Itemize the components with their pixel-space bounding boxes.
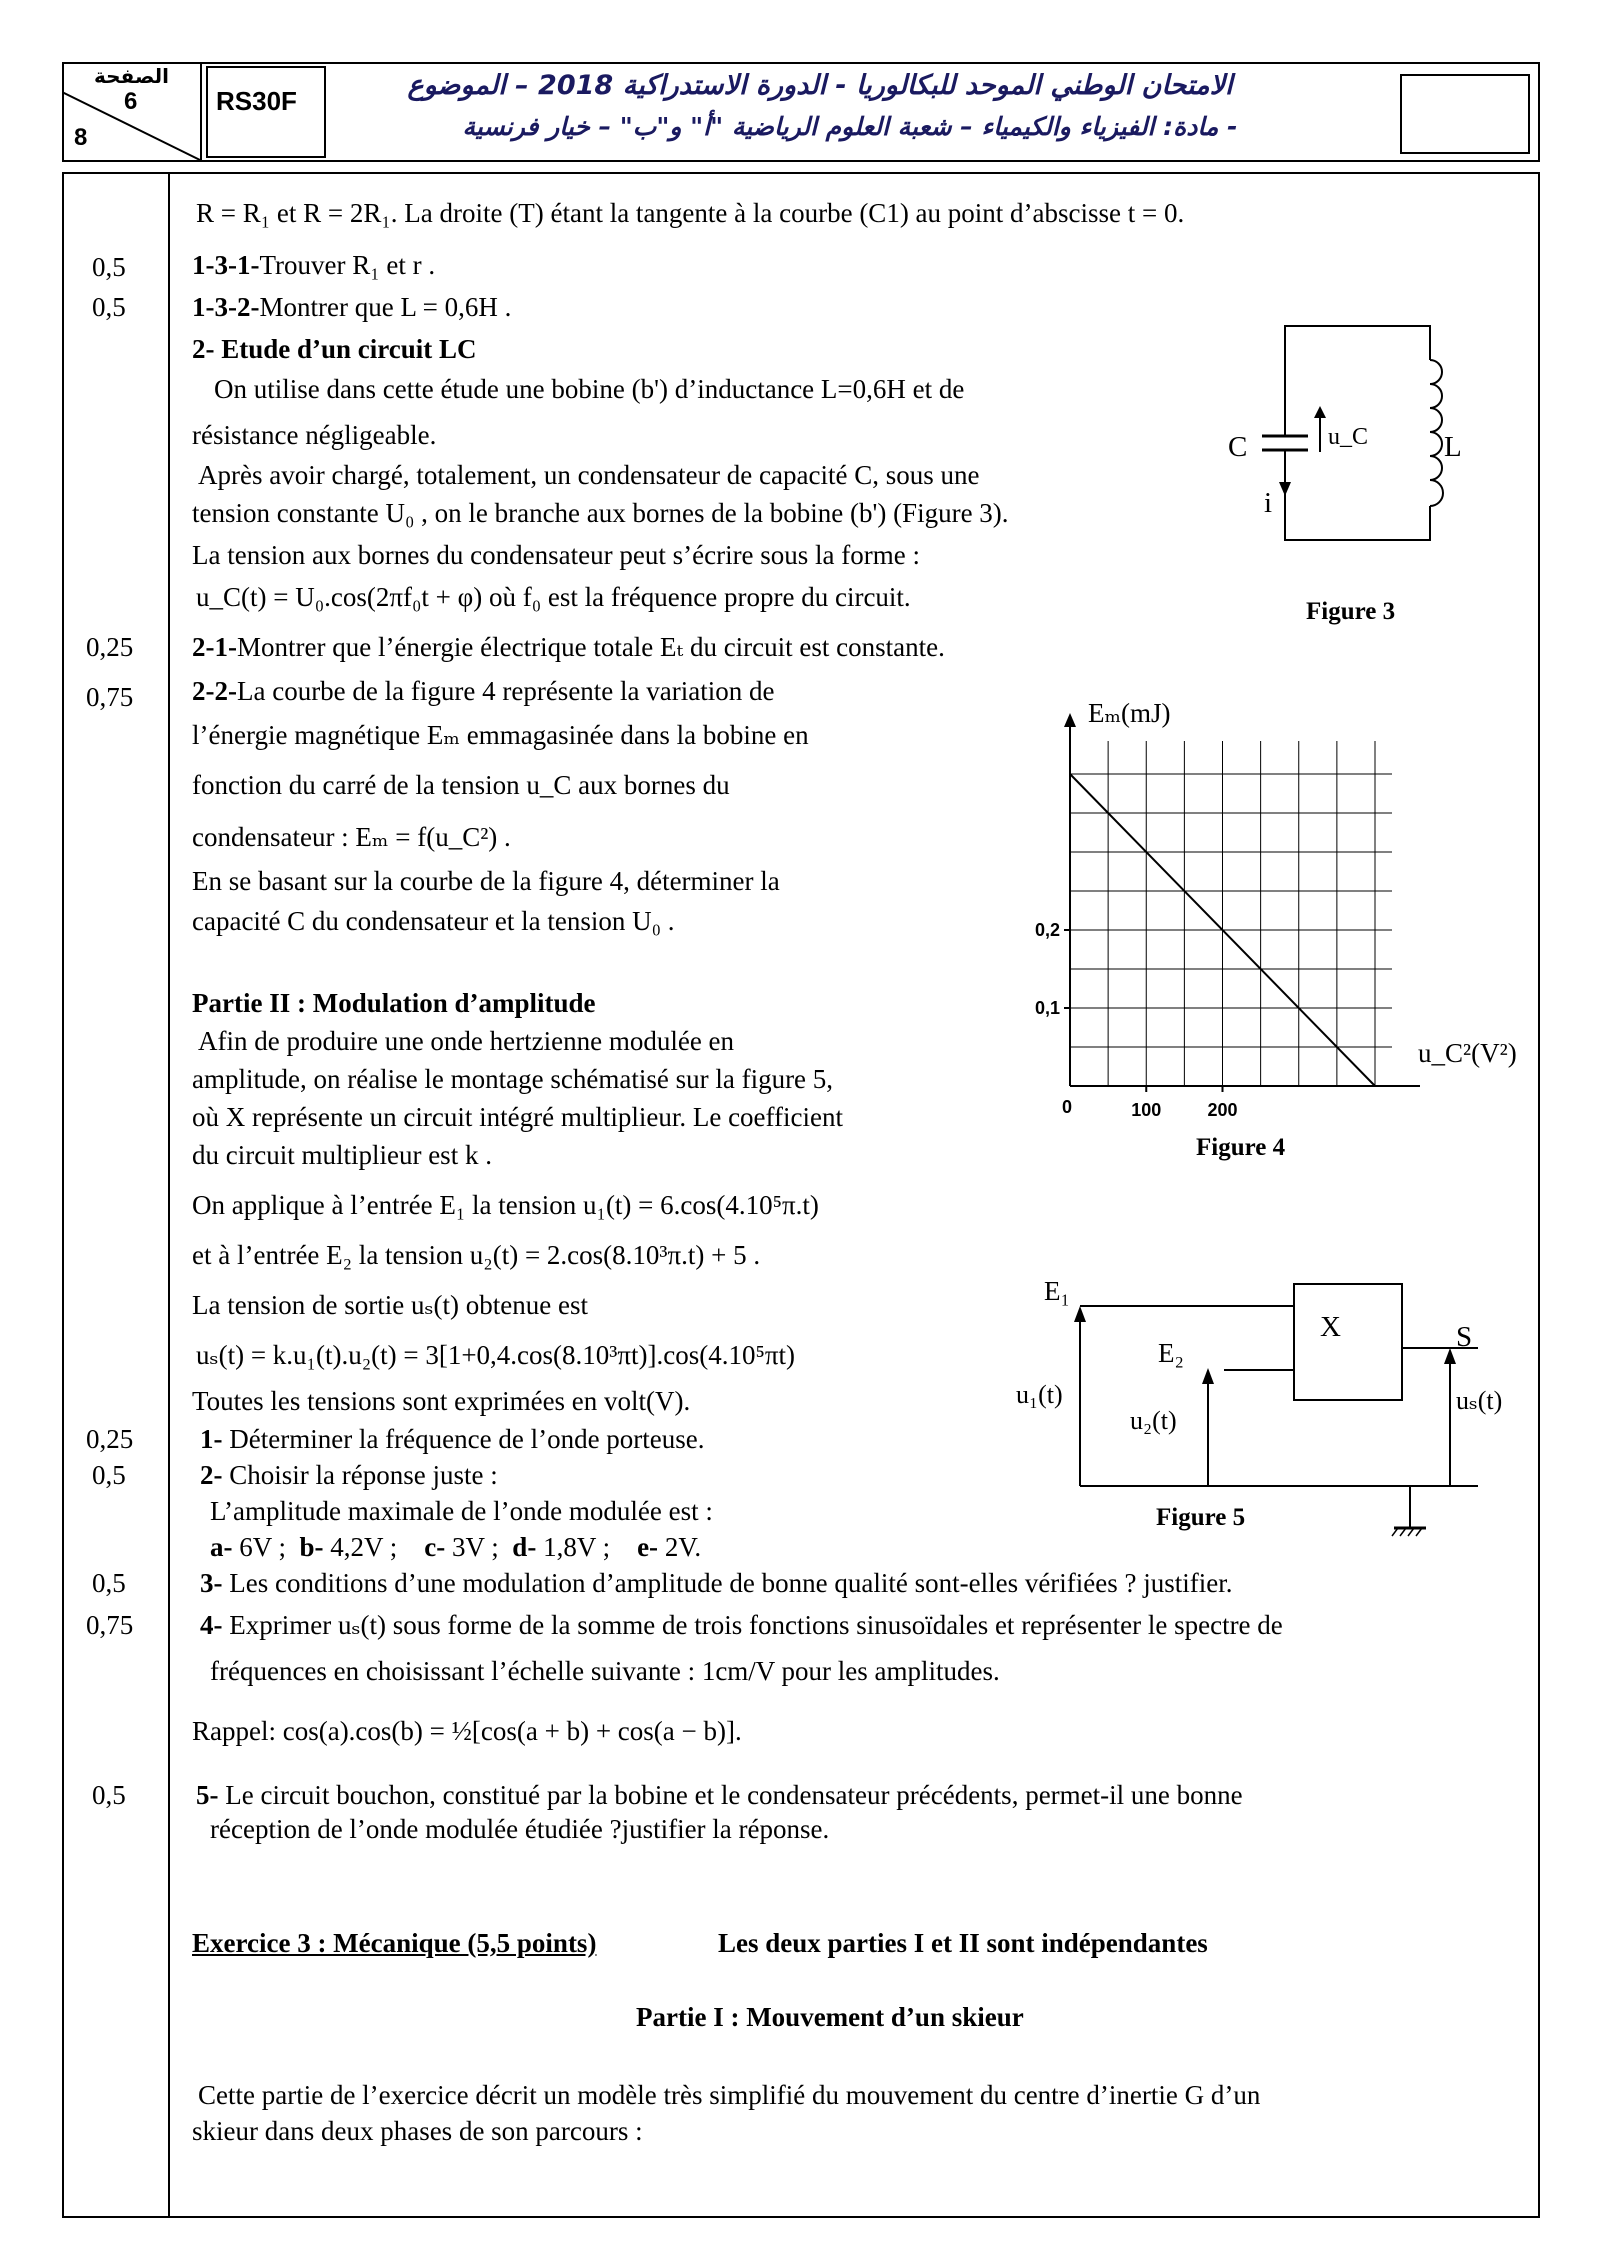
text-line: Toutes les tensions sont exprimées en volt(V). bbox=[192, 1386, 691, 1416]
question-text: La courbe de la figure 4 représente la variation de bbox=[236, 676, 775, 706]
x-tick-label: 100 bbox=[1131, 1100, 1162, 1120]
text-line: La tension aux bornes du condensateur peut s’écrire sous la forme : bbox=[192, 540, 921, 570]
text-line: uₛ(t) = k.u₁(t).u₂(t) = 3[1+0,4.cos(8.10³πt)].cos(4.10⁵πt) bbox=[196, 1340, 796, 1370]
option-c: 3V ; bbox=[445, 1532, 499, 1562]
question-1-3-1 bbox=[192, 248, 435, 282]
inductor-coil bbox=[1430, 360, 1443, 506]
option-d: 1,8V ; bbox=[536, 1532, 611, 1562]
figure-3-caption: Figure 3 bbox=[1306, 598, 1396, 625]
question-number: 1- bbox=[200, 1424, 223, 1454]
text-line: En se basant sur la courbe de la figure 4, déterminer la bbox=[192, 866, 780, 896]
question-5 bbox=[196, 1778, 1243, 1812]
question-number: 2- bbox=[200, 1460, 223, 1490]
question-number: 1-3-1- bbox=[192, 250, 260, 280]
text-line: tension constante U₀ , on le branche aux bornes de la bobine (b') (Figure 3). bbox=[192, 498, 1009, 528]
question-2-1 bbox=[192, 630, 945, 664]
score-3: 0,25 bbox=[86, 632, 134, 662]
page-total: 8 bbox=[74, 124, 88, 151]
header-empty-box bbox=[1400, 74, 1530, 154]
score-6: 0,5 bbox=[92, 1460, 126, 1490]
part-title: Partie II : Modulation d’amplitude bbox=[192, 988, 596, 1018]
u2-arrowhead bbox=[1202, 1368, 1214, 1384]
question-2 bbox=[200, 1458, 498, 1492]
option-d-label: d- bbox=[512, 1532, 537, 1562]
question-text: Montrer que L = 0,6H . bbox=[259, 292, 512, 322]
text-line: La tension de sortie uₛ(t) obtenue est bbox=[192, 1290, 588, 1320]
question-text: Trouver R₁ et r . bbox=[259, 250, 436, 280]
u1-label: u₁(t) bbox=[1016, 1380, 1063, 1409]
figure-4-caption: Figure 4 bbox=[1196, 1134, 1286, 1161]
text-line: On utilise dans cette étude une bobine (b') d’inductance L=0,6H et de bbox=[214, 374, 965, 404]
text-line: Cette partie de l’exercice décrit un modèle très simplifié du mouvement du centre d’inertie G d’un bbox=[198, 2080, 1261, 2110]
figure-5-caption: Figure 5 bbox=[1156, 1504, 1246, 1531]
text-line: Après avoir chargé, totalement, un condensateur de capacité C, sous une bbox=[198, 460, 980, 490]
exercise-3-title: Exercice 3 : Mécanique (5,5 points) bbox=[192, 1928, 597, 1958]
chart-origin: 0 bbox=[1062, 1097, 1073, 1117]
option-a-label: a- bbox=[210, 1532, 233, 1562]
y-tick-label: 0,2 bbox=[1034, 920, 1060, 940]
text-line: où X représente un circuit intégré multiplieur. Le coefficient bbox=[192, 1102, 844, 1132]
answer-options bbox=[210, 1530, 701, 1564]
us-arrowhead bbox=[1444, 1348, 1456, 1364]
text-line: l’énergie magnétique Eₘ emmagasinée dans la bobine en bbox=[192, 720, 809, 750]
question-number: 2-2- bbox=[192, 676, 237, 706]
text-line: résistance négligeable. bbox=[192, 420, 437, 450]
text-line: et à l’entrée E₂ la tension u₂(t) = 2.cos(8.10³π.t) + 5 . bbox=[192, 1240, 761, 1270]
question-number: 5- bbox=[196, 1780, 219, 1810]
chart-xlabel: u_C²(V²) bbox=[1418, 1038, 1517, 1068]
question-1-3-2 bbox=[192, 290, 511, 324]
header-title-line1: الامتحان الوطني الموحد للبكالوريا - الدورة الاستدراكية 2018 – الموضوع bbox=[407, 70, 1233, 101]
text-line: réception de l’onde modulée étudiée ?justifier la réponse. bbox=[210, 1814, 830, 1844]
text-line: skieur dans deux phases de son parcours : bbox=[192, 2116, 643, 2146]
text-line: Afin de produire une onde hertzienne modulée en bbox=[198, 1026, 735, 1056]
header-title-line2: - مادة: الفيزياء والكيمياء – شعبة العلوم الرياضية "أ" و"ب" – خيار فرنسية bbox=[462, 112, 1238, 141]
option-c-label: c- bbox=[424, 1532, 446, 1562]
u1-arrowhead bbox=[1074, 1306, 1086, 1322]
output-s-label: S bbox=[1456, 1321, 1473, 1353]
inductor-label: L bbox=[1444, 431, 1462, 463]
uc-arrowhead bbox=[1314, 406, 1326, 418]
multiplier-box bbox=[1294, 1284, 1402, 1400]
page-label-ar: الصفحة bbox=[94, 66, 170, 88]
section-title: 2- Etude d’un circuit LC bbox=[192, 334, 477, 364]
u2-label: u₂(t) bbox=[1130, 1406, 1177, 1435]
rappel-formula: Rappel: cos(a).cos(b) = ½[cos(a + b) + cos(a − b)]. bbox=[192, 1716, 742, 1746]
question-number: 2-1- bbox=[192, 632, 237, 662]
question-text: Le circuit bouchon, constitué par la bobine et le condensateur précédents, permet-il une bonne bbox=[218, 1780, 1243, 1810]
score-9: 0,5 bbox=[92, 1780, 126, 1810]
question-4 bbox=[200, 1608, 1283, 1642]
input-e2-label: E₂ bbox=[1158, 1338, 1184, 1368]
option-e-label: e- bbox=[637, 1532, 659, 1562]
question-1 bbox=[200, 1422, 705, 1456]
page-number: 6 bbox=[124, 88, 138, 115]
question-number: 3- bbox=[200, 1568, 223, 1598]
question-number: 4- bbox=[200, 1610, 223, 1640]
text-line: fréquences en choisissant l’échelle suivante : 1cm/V pour les amplitudes. bbox=[210, 1656, 1000, 1686]
option-b: 4,2V ; bbox=[323, 1532, 398, 1562]
multiplier-label: X bbox=[1320, 1311, 1341, 1343]
text-line: condensateur : Eₘ = f(u_C²) . bbox=[192, 822, 511, 852]
question-text: Montrer que l’énergie électrique totale Eₜ du circuit est constante. bbox=[236, 632, 945, 662]
option-b-label: b- bbox=[299, 1532, 324, 1562]
option-a: 6V ; bbox=[232, 1532, 287, 1562]
part-1-title: Partie I : Mouvement d’un skieur bbox=[636, 2002, 1024, 2032]
score-column-divider bbox=[168, 172, 170, 2218]
question-number: 1-3-2- bbox=[192, 292, 260, 322]
question-3 bbox=[200, 1566, 1233, 1600]
text-line: fonction du carré de la tension u_C aux bornes du bbox=[192, 770, 730, 800]
score-7: 0,5 bbox=[92, 1568, 126, 1598]
text-line: L’amplitude maximale de l’onde modulée est : bbox=[210, 1496, 713, 1526]
question-text: Les conditions d’une modulation d’amplitude de bonne qualité sont-elles vérifiées ? justifier. bbox=[222, 1568, 1233, 1598]
input-e1-label: E₁ bbox=[1044, 1276, 1070, 1306]
option-e: 2V. bbox=[658, 1532, 702, 1562]
text-line: amplitude, on réalise le montage schématisé sur la figure 5, bbox=[192, 1064, 834, 1094]
us-label: uₛ(t) bbox=[1456, 1386, 1503, 1415]
chart-ylabel: Eₘ(mJ) bbox=[1088, 698, 1171, 728]
text-line: capacité C du condensateur et la tension U₀ . bbox=[192, 906, 675, 936]
question-text: Choisir la réponse juste : bbox=[222, 1460, 498, 1490]
current-label: i bbox=[1264, 487, 1273, 519]
uc-label: u_C bbox=[1328, 424, 1369, 450]
y-tick-label: 0,1 bbox=[1034, 998, 1060, 1018]
score-4: 0,75 bbox=[86, 682, 134, 712]
figure-3-circuit bbox=[1180, 310, 1480, 630]
exam-code: RS30F bbox=[216, 86, 297, 116]
exercise-3-subtitle: Les deux parties I et II sont indépendantes bbox=[718, 1928, 1208, 1958]
text-line: du circuit multiplieur est k . bbox=[192, 1140, 492, 1170]
score-5: 0,25 bbox=[86, 1424, 134, 1454]
current-arrowhead bbox=[1279, 482, 1291, 496]
question-text: Déterminer la fréquence de l’onde porteuse. bbox=[222, 1424, 705, 1454]
wire bbox=[1285, 450, 1430, 540]
y-axis-arrow bbox=[1064, 713, 1076, 727]
score-8: 0,75 bbox=[86, 1610, 134, 1640]
score-2: 0,5 bbox=[92, 292, 126, 322]
capacitor-label: C bbox=[1228, 431, 1248, 463]
text-line: R = R₁ et R = 2R₁. La droite (T) étant la tangente à la courbe (C1) au point d’abscisse t = 0. bbox=[196, 198, 1185, 228]
text-line: On applique à l’entrée E₁ la tension u₁(t) = 6.cos(4.10⁵π.t) bbox=[192, 1190, 819, 1220]
x-tick-label: 200 bbox=[1207, 1100, 1238, 1120]
question-2-2 bbox=[192, 674, 774, 708]
question-text: Exprimer uₛ(t) sous forme de la somme de trois fonctions sinusoïdales et représenter le spectre de bbox=[222, 1610, 1283, 1640]
header-page-box bbox=[62, 62, 202, 162]
score-1: 0,5 bbox=[92, 252, 126, 282]
text-line: u_C(t) = U₀.cos(2πf₀t + φ) où f₀ est la fréquence propre du circuit. bbox=[196, 582, 911, 612]
